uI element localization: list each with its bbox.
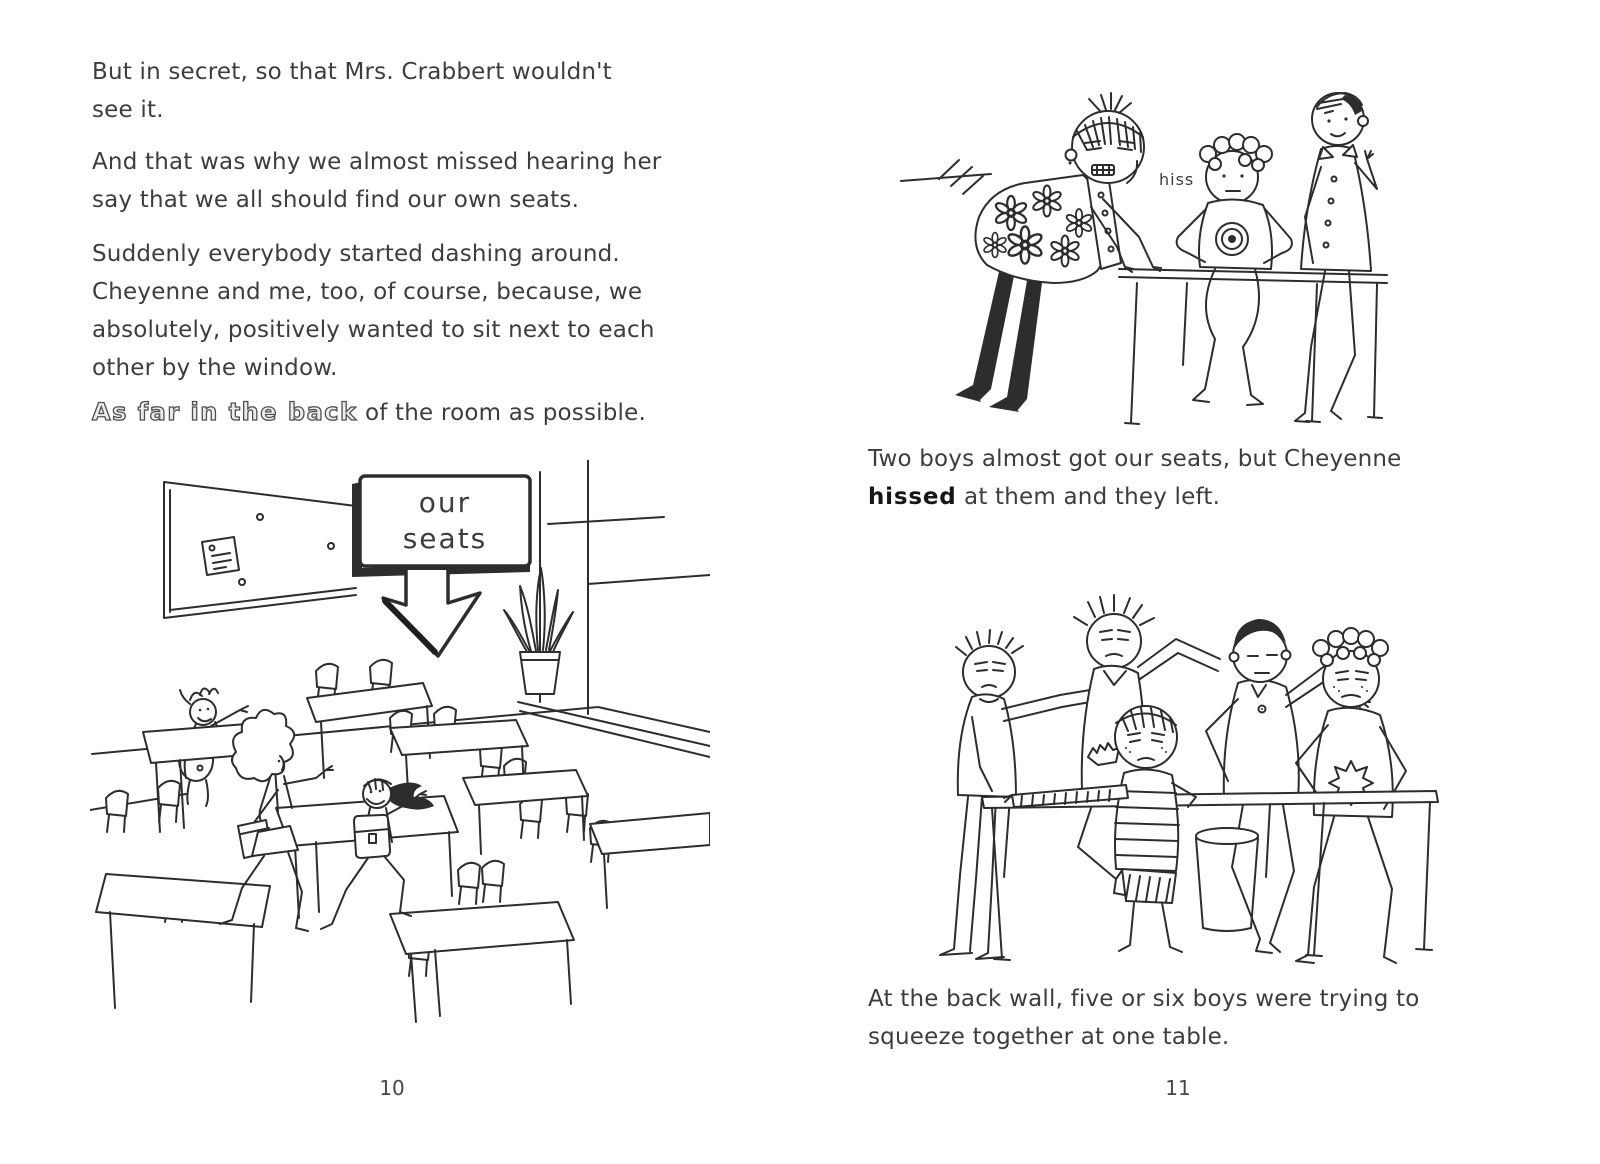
text-line: But in secret, so that Mrs. Crabbert wouldn't xyxy=(92,59,612,85)
text-line: absolutely, positively wanted to sit next to each xyxy=(92,317,655,343)
paragraph-1 xyxy=(92,53,661,129)
motion-lines xyxy=(901,160,991,194)
down-arrow xyxy=(383,570,480,656)
bulletin-board xyxy=(164,482,356,618)
sign-text-line1: our xyxy=(418,486,472,519)
emphasis-line xyxy=(92,393,661,432)
text-line: And that was why we almost missed hearing her xyxy=(92,149,662,175)
text-line: other by the window. xyxy=(92,355,338,381)
hiss-label: hiss xyxy=(1159,170,1195,189)
tall-worried-boy xyxy=(1295,93,1377,422)
table-squeeze-illustration xyxy=(890,545,1510,975)
stool xyxy=(1196,828,1258,931)
text-line: see it. xyxy=(92,97,164,123)
classroom-table xyxy=(1119,269,1387,424)
paragraph-2 xyxy=(92,143,661,219)
our-seats-sign xyxy=(352,476,530,577)
caption-top xyxy=(868,440,1402,516)
paragraph-3 xyxy=(92,235,661,387)
potted-plant xyxy=(504,568,573,694)
text-line: say that we all should find our own seats. xyxy=(92,187,580,213)
page-number-left: 10 xyxy=(379,1076,405,1100)
text-line: squeeze together at one table. xyxy=(868,1024,1230,1050)
sign-text-line2: seats xyxy=(402,522,488,555)
emphasis-rest-text: of the room as possible. xyxy=(357,400,646,426)
caption-bottom xyxy=(868,980,1420,1056)
hissing-illustration xyxy=(875,55,1495,455)
cheyenne-hissing xyxy=(955,93,1161,412)
text-line: Two boys almost got our seats, but Cheyenne xyxy=(868,446,1402,472)
classroom-illustration xyxy=(90,460,710,1080)
caption-rest: at them and they left. xyxy=(956,484,1221,510)
running-girl-ponytail xyxy=(321,779,434,929)
left-page-text xyxy=(92,53,661,432)
text-line xyxy=(868,478,1402,516)
text-line: At the back wall, five or six boys were trying to xyxy=(868,986,1420,1012)
text-line: Suddenly everybody started dashing around. xyxy=(92,241,620,267)
page-number-right: 11 xyxy=(1165,1076,1191,1100)
bold-word-hissed: hissed xyxy=(868,484,957,510)
emphasis-display-text: As far in the back xyxy=(92,398,358,426)
text-line: Cheyenne and me, too, of course, because, we xyxy=(92,279,643,305)
